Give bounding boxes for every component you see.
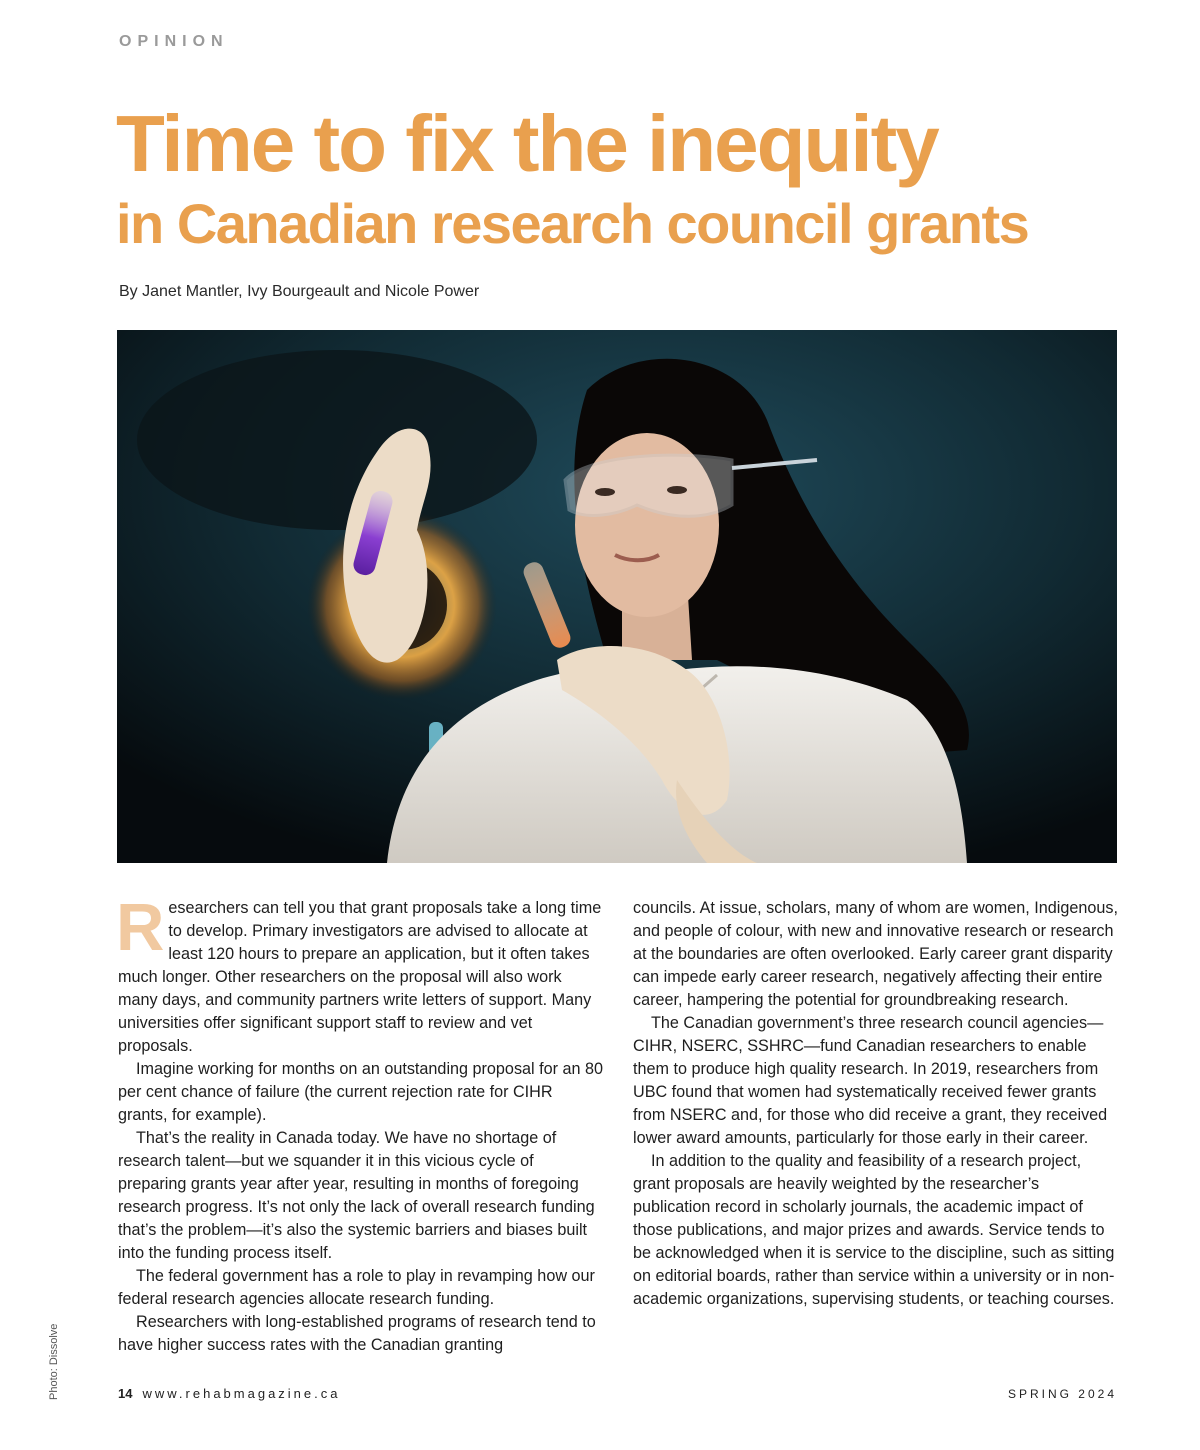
issue-label: SPRING 2024	[1007, 1387, 1117, 1401]
page-footer-left	[118, 1386, 341, 1401]
article-paragraph: Imagine working for months on an outstanding proposal for an 80 per cent chance of failure (the current rejection rate for CIHR grants, for example).	[118, 1060, 604, 1124]
byline: By Janet Mantler, Ivy Bourgeault and Nicole Power	[119, 283, 480, 300]
article-column-right	[633, 897, 1119, 1311]
article-paragraph: That’s the reality in Canada today. We have no shortage of research talent—but we squander it in this vicious cycle of preparing grants year after year, resulting in months of foregoing research progress. It’s not only the lack of overall research funding that’s the problem—it’s also the systemic barriers and biases built into the funding process itself.	[118, 1129, 595, 1262]
article-paragraph: The federal government has a role to play in revamping how our federal research agencies allocate research funding.	[118, 1267, 595, 1308]
article-column-left	[116, 890, 604, 1357]
article-paragraph: In addition to the quality and feasibility of a research project, grant proposals are heavily weighted by the researcher’s publication record in scholarly journals, the academic impact of those publications, and major prizes and awards. Service tends to be acknowledged when it is service to the discipline, such as sitting on editorial boards, rather than service within a university or in non-academic organizations, supervising students, or teaching courses.	[633, 1152, 1115, 1308]
headline-line-1: Time to fix the inequity	[116, 99, 938, 188]
photo-credit: Photo: Dissolve	[48, 1323, 60, 1400]
article-paragraph: The Canadian government’s three research council agencies—CIHR, NSERC, SSHRC—fund Canadian researchers to enable them to produce high quality research. In 2019, researchers from UBC found that women had systematically received fewer grants from NSERC and, for those who did receive a grant, they received lower award amounts, particularly for those early in their career.	[633, 1014, 1108, 1147]
article-paragraph: Researchers with long-established programs of research tend to have higher success rates with the Canadian granting	[118, 1313, 596, 1354]
page-number: 14	[118, 1386, 133, 1401]
section-label: OPINION	[119, 33, 229, 50]
headline	[116, 98, 1028, 258]
magazine-url[interactable]: www.rehabmagazine.ca	[142, 1386, 341, 1401]
article-paragraph: Researchers can tell you that grant proposals take a long time to develop. Primary investigators are advised to allocate at least 120 hours to prepare an application, but it often takes much longer. Other researchers on the proposal will also work many days, and community partners write letters of support. Many universities offer significant support staff to review and vet proposals.	[116, 890, 602, 1055]
hero-photo	[117, 330, 1117, 863]
headline-line-2: in Canadian research council grants	[116, 192, 1029, 255]
article-paragraph: councils. At issue, scholars, many of whom are women, Indigenous, and people of colour, with new and innovative research or research at the boundaries are often overlooked. Early career grant disparity can impede early career research, negatively affecting their entire career, hampering the potential for groundbreaking research.	[633, 899, 1118, 1009]
drop-cap: R	[116, 890, 165, 965]
lab-researcher-illustration	[117, 330, 1117, 863]
